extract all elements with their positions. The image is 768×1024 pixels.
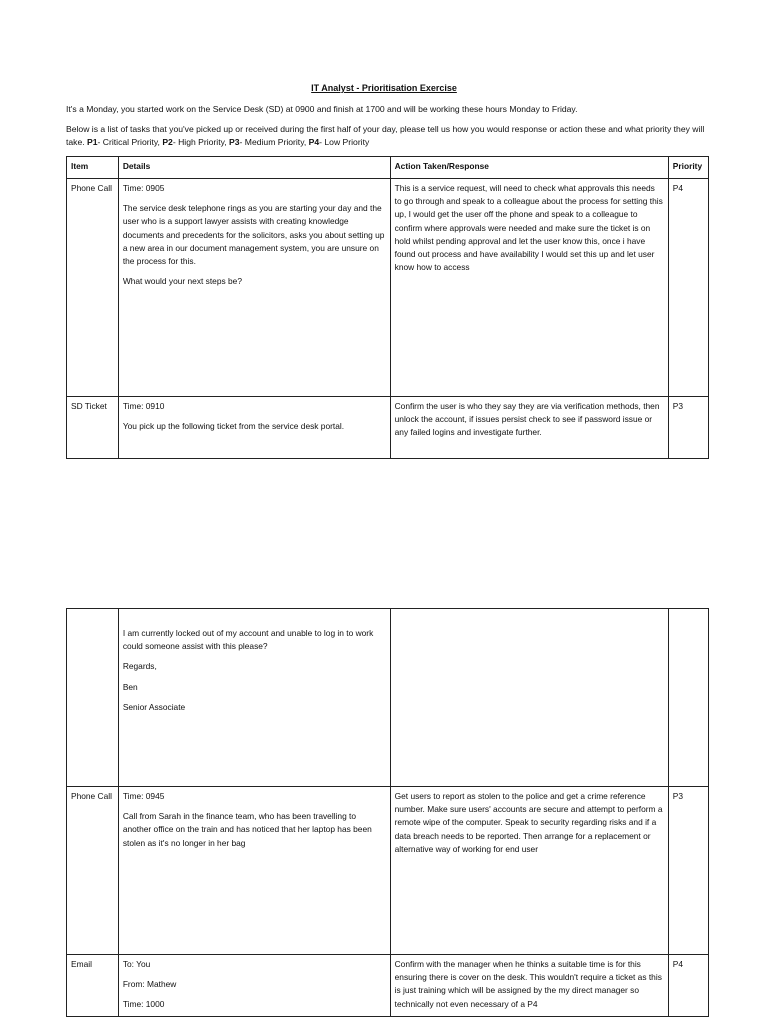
- row-time: Time: 0905: [122, 183, 165, 193]
- row-details-text: Call from Sarah in the finance team, who has been travelling to another office on the train and has noticed that her laptop has been stolen as it's no longer in her bag: [122, 811, 372, 848]
- row-action: Confirm with the manager when he thinks a suitable time is for this ensuring there is cover on the desk. This wouldn't require a ticket as this is just training which will be assigned by the my direct manager so technically not even necessary of a P4: [390, 955, 668, 1017]
- row-action: This is a service request, will need to check what approvals this needs to go through and speak to a colleague about the process for setting this up, I would get the user off the phone and speak to a colleague to confirm where approvals were needed and make sure the ticket is on hold whilst pending approval and let the user know this, once i have found out process and have availability I would set this up and let user know how to access: [390, 179, 668, 397]
- table-row: [67, 179, 709, 397]
- tasks-table-part-1: [66, 156, 709, 459]
- table-row: [67, 397, 709, 459]
- row-item: SD Ticket: [67, 397, 119, 459]
- priority-label-p2: - High Priority,: [172, 137, 230, 147]
- email-from: From: Mathew: [122, 979, 177, 990]
- row-priority: P4: [668, 955, 708, 1017]
- priority-code-p2: P2: [162, 137, 173, 147]
- row-details: [118, 955, 390, 1017]
- priority-code-p3: P3: [229, 137, 240, 147]
- row-time: Time: 0910: [122, 401, 165, 411]
- tasks-table-part-2: [66, 608, 709, 1017]
- table-row-continued: [67, 609, 709, 787]
- row-priority: P3: [668, 397, 708, 459]
- row-action: Confirm the user is who they say they are via verification methods, then unlock the account, if issues persist check to see if password issue or any failed logins and investigate further.: [390, 397, 668, 459]
- row-details: [118, 179, 390, 397]
- row-item: Phone Call: [67, 787, 119, 955]
- row-item: Phone Call: [67, 179, 119, 397]
- header-action: Action Taken/Response: [390, 157, 668, 179]
- row-time: Time: 1000: [122, 999, 165, 1010]
- priority-label-p4: - Low Priority: [319, 137, 370, 147]
- intro-lead-text: Below is a list of tasks that you've picked up or received during the first half of your day, please tell us how you would response or action these and what priority they will take.: [66, 124, 705, 147]
- priority-code-p1: P1: [87, 137, 98, 147]
- intro-paragraph-1: It's a Monday, you started work on the Service Desk (SD) at 0900 and finish at 1700 and will be working these hours Monday to Friday.: [66, 104, 578, 114]
- priority-code-p4: P4: [308, 137, 320, 147]
- row-action: [390, 609, 668, 787]
- header-priority: Priority: [668, 157, 708, 179]
- row-details: [118, 609, 390, 787]
- table-header-row: [67, 157, 709, 179]
- header-item: Item: [67, 157, 119, 179]
- priority-label-p3: - Medium Priority,: [239, 137, 309, 147]
- document-title: IT Analyst - Prioritisation Exercise: [311, 83, 457, 93]
- row-details: [118, 787, 390, 955]
- intro-paragraph-2: [66, 123, 716, 149]
- row-time: Time: 0945: [122, 791, 165, 801]
- email-to: To: You: [122, 959, 151, 969]
- table-row: [67, 787, 709, 955]
- row-details-text: The service desk telephone rings as you are starting your day and the user who is a support lawyer assists with creating knowledge documents and precedents for the solicitors, asks you about setting up a new area in our document management system, you are unsure on the process for this.: [122, 203, 385, 267]
- priority-label-p1: - Critical Priority,: [97, 137, 163, 147]
- row-priority: P4: [668, 179, 708, 397]
- row-details: [118, 397, 390, 459]
- ticket-regards: Regards,: [122, 661, 157, 672]
- row-question: What would your next steps be?: [122, 276, 242, 287]
- ticket-message: I am currently locked out of my account and unable to log in to work could someone assist with this please?: [122, 628, 374, 652]
- row-priority: P3: [668, 787, 708, 955]
- row-item: Email: [67, 955, 119, 1017]
- table-row: [67, 955, 709, 1017]
- ticket-role: Senior Associate: [122, 701, 186, 712]
- row-priority: [668, 609, 708, 787]
- ticket-name: Ben: [122, 681, 138, 692]
- row-action: Get users to report as stolen to the police and get a crime reference number. Make sure users' accounts are secure and attempt to perform a remote wipe of the computer. Speak to security regarding risks and if a data breach needs to be reported. Then arrange for a replacement or alternative way of working for end user: [390, 787, 668, 955]
- header-details: Details: [118, 157, 390, 179]
- row-item: [67, 609, 119, 787]
- row-details-text: You pick up the following ticket from the service desk portal.: [122, 421, 345, 432]
